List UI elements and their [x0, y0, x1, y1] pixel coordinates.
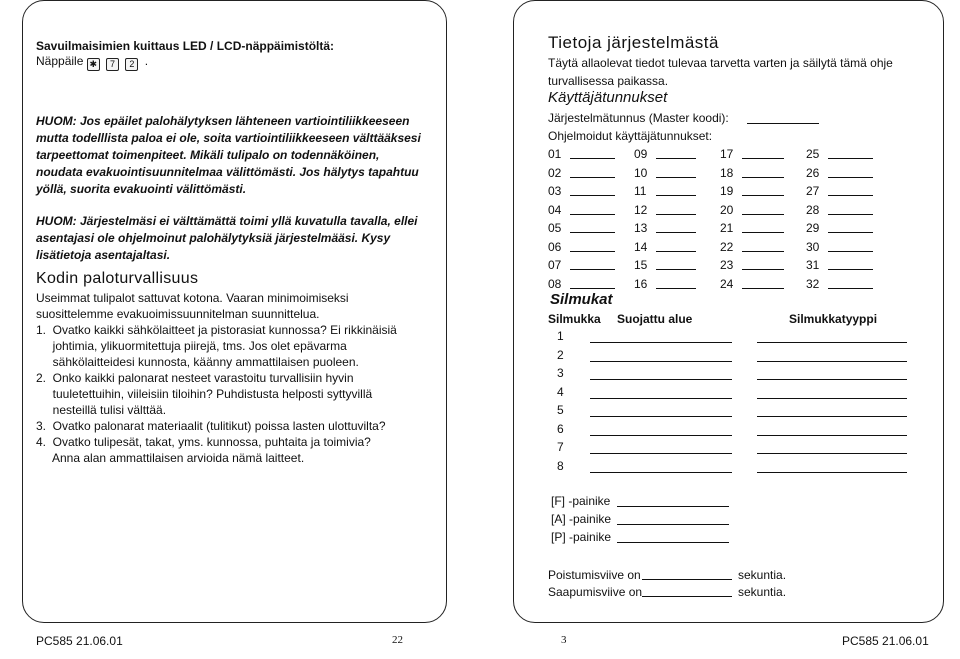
body-line-9: 3. Ovatko palonarat materiaalit (tulitikut) poissa lasten ulottuvilta? — [36, 419, 386, 433]
user-code-label: 05 — [548, 221, 562, 235]
a-button-label: [A] -painike — [551, 512, 612, 526]
body-line-6: 2. Onko kaikki palonarat nesteet varastoitu turvallisiin hyvin — [36, 371, 354, 385]
user-code-line[interactable] — [828, 251, 873, 252]
user-code-line[interactable] — [828, 158, 873, 159]
user-code-line[interactable] — [742, 251, 784, 252]
p-button-line[interactable] — [617, 542, 729, 543]
user-code-line[interactable] — [828, 214, 873, 215]
user-code-line[interactable] — [570, 214, 615, 215]
huom1-line-2: mutta todelllista paloa ei ole, soita vartiointiliikkeeseen välttääksesi — [36, 131, 421, 145]
user-code-label: 02 — [548, 165, 562, 180]
exit-delay-seconds: sekuntia. — [738, 568, 787, 582]
user-code-line[interactable] — [828, 177, 873, 178]
keys-suffix: . — [144, 54, 149, 68]
key-7: 7 — [106, 58, 119, 71]
f-button-line[interactable] — [617, 506, 729, 507]
zone-header-type: Silmukkatyyppi — [789, 312, 878, 326]
left-page-number: 22 — [392, 634, 403, 646]
user-code-label: 12 — [634, 202, 648, 217]
zone-area-line[interactable] — [590, 435, 732, 436]
zone-number: 7 — [557, 440, 564, 454]
user-code-label: 31 — [806, 258, 820, 272]
zone-type-line[interactable] — [757, 472, 907, 473]
user-code-label: 28 — [806, 202, 820, 217]
user-code-label: 16 — [634, 276, 648, 291]
keys-prefix: Näppäile — [36, 54, 84, 68]
body-line-3: 1. Ovatko kaikki sähkölaitteet ja pistorasiat kunnossa? Ei rikkinäisiä — [36, 323, 397, 337]
user-code-label: 27 — [806, 184, 820, 198]
user-code-label: 20 — [720, 202, 734, 217]
user-codes-title: Käyttäjätunnukset — [548, 89, 668, 106]
user-code-line[interactable] — [656, 251, 696, 252]
user-code-label: 13 — [634, 221, 648, 235]
body-line-1: Useimmat tulipalot sattuvat kotona. Vaaran minimoimiseksi — [36, 291, 349, 305]
user-code-label: 22 — [720, 239, 734, 254]
entry-delay-seconds: sekuntia. — [738, 585, 787, 599]
zone-number: 4 — [557, 384, 564, 399]
user-code-line[interactable] — [828, 288, 873, 289]
programmed-codes-label: Ohjelmoidut käyttäjätunnukset: — [548, 129, 713, 143]
user-code-line[interactable] — [656, 195, 696, 196]
user-code-label: 06 — [548, 239, 562, 254]
huom2-line-3: lisätietoja asentajaltasi. — [36, 248, 171, 262]
zone-area-line[interactable] — [590, 361, 732, 362]
user-code-line[interactable] — [742, 214, 784, 215]
zone-header-number: Silmukka — [548, 312, 601, 326]
key-star: ✱ — [87, 58, 100, 71]
user-code-label: 24 — [720, 276, 734, 291]
zone-number: 1 — [557, 329, 564, 343]
user-code-label: 29 — [806, 221, 820, 235]
body-line-8: nesteillä tulisi välttää. — [36, 403, 167, 417]
fire-safety-title: Kodin paloturvallisuus — [36, 270, 199, 287]
user-code-line[interactable] — [570, 177, 615, 178]
user-code-line[interactable] — [570, 158, 615, 159]
user-code-line[interactable] — [742, 195, 784, 196]
huom2-line-1: HUOM: Järjestelmäsi ei välttämättä toimi yllä kuvatulla tavalla, ellei — [36, 214, 418, 228]
user-code-line[interactable] — [570, 288, 615, 289]
user-code-label: 30 — [806, 239, 820, 254]
exit-delay-label: Poistumisviive on — [548, 568, 641, 582]
body-line-7: tuuletettuihin, viileisiin tiloihin? Puhdistusta helposti syttyvillä — [36, 387, 373, 401]
user-code-line[interactable] — [656, 232, 696, 233]
user-code-line[interactable] — [742, 158, 784, 159]
body-line-11: Anna alan ammattilaisen arvioida nämä laitteet. — [36, 451, 305, 465]
user-code-line[interactable] — [828, 269, 873, 270]
user-code-line[interactable] — [656, 288, 696, 289]
user-code-line[interactable] — [742, 177, 784, 178]
huom1-line-5: yöllä, suorita evakuointi välittömästi. — [36, 182, 247, 196]
zone-type-line[interactable] — [757, 398, 907, 399]
huom1-line-1: HUOM: Jos epäilet palohälytyksen lähteneen vartiointiliikkeeseen — [36, 114, 410, 128]
body-line-4: johtimia, ylikuormitettuja piirejä, tms. Jos olet epävarma — [36, 339, 347, 353]
led-reset-title: Savuilmaisimien kuittaus LED / LCD-näppäimistöltä: — [36, 39, 335, 53]
user-code-line[interactable] — [742, 269, 784, 270]
body-line-2: suosittelemme evakuoimissuunnitelman suunnittelua. — [36, 307, 320, 321]
user-code-label: 08 — [548, 276, 562, 291]
user-code-line[interactable] — [742, 232, 784, 233]
zone-type-line[interactable] — [757, 379, 907, 380]
body-line-5: sähkölaitteidesi kunnosta, käänny ammattilaisen puoleen. — [36, 355, 359, 369]
huom2-line-2: asentajasi ole ohjelmoinut palohälytyksiä järjestelmääsi. Kysy — [36, 231, 391, 245]
zone-area-line[interactable] — [590, 472, 732, 473]
zone-area-line[interactable] — [590, 398, 732, 399]
user-code-label: 03 — [548, 184, 562, 198]
zone-type-line[interactable] — [757, 453, 907, 454]
user-code-label: 25 — [806, 147, 820, 161]
zone-number: 2 — [557, 347, 564, 362]
zone-area-line[interactable] — [590, 342, 732, 343]
user-code-line[interactable] — [656, 214, 696, 215]
zone-area-line[interactable] — [590, 379, 732, 380]
intro-line-2: turvallisessa paikassa. — [548, 74, 669, 88]
user-code-line[interactable] — [656, 158, 696, 159]
user-code-label: 09 — [634, 147, 648, 161]
keys-line — [36, 53, 148, 71]
user-code-line[interactable] — [828, 195, 873, 196]
master-code-line[interactable] — [747, 123, 819, 124]
user-code-label: 11 — [634, 184, 647, 198]
exit-delay-line[interactable] — [642, 579, 732, 580]
zone-number: 3 — [557, 366, 564, 380]
a-button-line[interactable] — [617, 524, 729, 525]
huom1-line-3: tarpeettomat toimenpiteet. Mikäli tulipalo on todennäköinen, — [36, 148, 380, 162]
zone-number: 5 — [557, 403, 564, 417]
user-code-label: 23 — [720, 258, 734, 272]
user-code-label: 01 — [548, 147, 562, 161]
user-code-label: 32 — [806, 276, 820, 291]
left-footer-code: PC585 21.06.01 — [36, 634, 123, 648]
huom1-line-4: noudata evakuointisuunnitelmaa välittömästi. Jos hälytys tapahtuu — [36, 165, 419, 179]
entry-delay-label: Saapumisviive on — [548, 585, 643, 599]
zone-header-area: Suojattu alue — [617, 312, 693, 326]
intro-line-1: Täytä allaolevat tiedot tulevaa tarvetta varten ja säilytä tämä ohje — [548, 56, 893, 70]
right-page-number: 3 — [561, 634, 567, 646]
right-footer-code: PC585 21.06.01 — [842, 634, 929, 648]
zone-type-line[interactable] — [757, 416, 907, 417]
user-code-line[interactable] — [656, 177, 696, 178]
zone-area-line[interactable] — [590, 416, 732, 417]
user-code-label: 19 — [720, 184, 734, 198]
p-button-label: [P] -painike — [551, 530, 612, 544]
entry-delay-line[interactable] — [642, 596, 732, 597]
user-code-label: 17 — [720, 147, 734, 161]
user-code-line[interactable] — [656, 269, 696, 270]
zone-number: 6 — [557, 421, 564, 436]
zone-type-line[interactable] — [757, 361, 907, 362]
user-code-label: 18 — [720, 165, 734, 180]
user-code-label: 10 — [634, 165, 648, 180]
user-code-label: 26 — [806, 165, 820, 180]
zone-type-line[interactable] — [757, 435, 907, 436]
user-code-label: 07 — [548, 258, 562, 272]
body-line-10: 4. Ovatko tulipesät, takat, yms. kunnossa, puhtaita ja toimivia? — [36, 435, 371, 449]
user-code-label: 04 — [548, 202, 562, 217]
user-code-line[interactable] — [742, 288, 784, 289]
user-code-label: 15 — [634, 258, 648, 272]
key-2: 2 — [125, 58, 138, 71]
zone-type-line[interactable] — [757, 342, 907, 343]
user-code-label: 21 — [720, 221, 734, 235]
user-code-line[interactable] — [570, 232, 615, 233]
zone-area-line[interactable] — [590, 453, 732, 454]
master-code-label: Järjestelmätunnus (Master koodi): — [548, 111, 729, 125]
user-code-line[interactable] — [570, 251, 615, 252]
system-info-title: Tietoja järjestelmästä — [548, 33, 719, 52]
zone-number: 8 — [557, 458, 564, 473]
f-button-label: [F] -painike — [551, 494, 611, 508]
user-code-line[interactable] — [570, 269, 615, 270]
zones-title: Silmukat — [550, 291, 613, 308]
user-code-label: 14 — [634, 239, 648, 254]
user-code-line[interactable] — [828, 232, 873, 233]
user-code-line[interactable] — [570, 195, 615, 196]
